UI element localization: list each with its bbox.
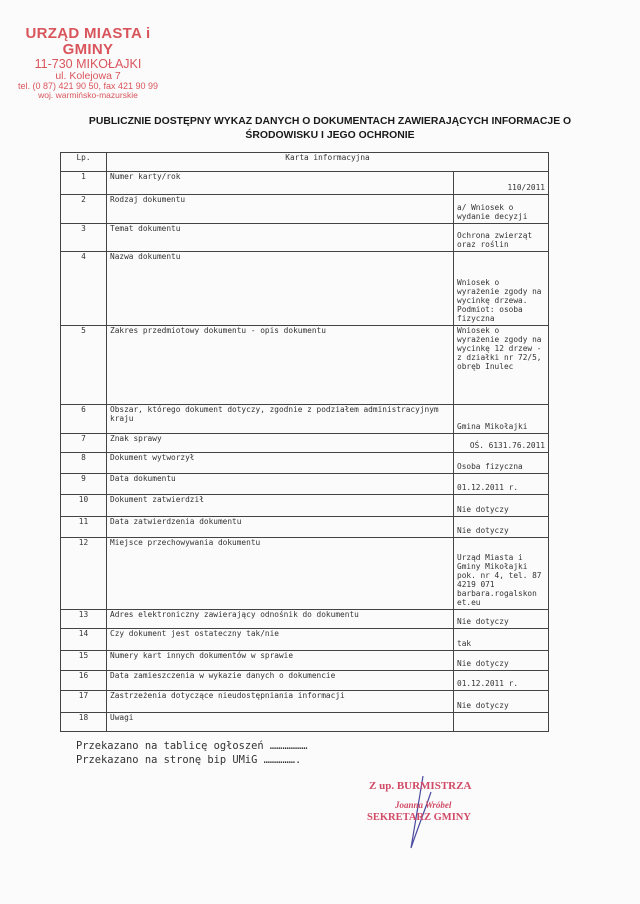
row-label: Zakres przedmiotowy dokumentu - opis dokumentu [107,326,454,405]
stamp-office-name: URZĄD MIASTA i GMINY [25,25,151,58]
row-number: 11 [61,517,107,538]
row-label: Temat dokumentu [107,224,454,252]
row-number: 18 [61,713,107,732]
information-card-table [60,152,549,732]
row-number: 3 [61,224,107,252]
table-header-row [61,153,549,172]
table-row [61,691,549,713]
row-value: OŚ. 6131.76.2011 [454,434,549,453]
table-row [61,474,549,495]
signature-line-1: Z up. BURMISTRZA [369,780,472,792]
table-row [61,224,549,252]
signature-name: Joanna Wróbel [395,800,452,810]
office-stamp [6,26,170,100]
row-label: Dokument zatwierdził [107,495,454,517]
row-label: Data dokumentu [107,474,454,495]
row-label: Adres elektroniczny zawierający odnośnik do dokumentu [107,610,454,629]
stamp-street: ul. Kolejowa 7 [55,69,121,82]
row-value: 01.12.2011 r. [454,474,549,495]
row-value: Ochrona zwierząt oraz roślin [454,224,549,252]
table-row [61,610,549,629]
row-number: 7 [61,434,107,453]
table-row [61,326,549,405]
row-value: Wniosek o wyrażenie zgody na wycinkę 12 drzew - z działki nr 72/5, obręb Inulec [454,326,549,405]
row-number: 1 [61,172,107,195]
row-value: Nie dotyczy [454,610,549,629]
row-label: Miejsce przechowywania dokumentu [107,538,454,610]
row-label: Czy dokument jest ostateczny tak/nie [107,629,454,651]
table-row [61,651,549,671]
row-label: Dokument wytworzył [107,453,454,474]
row-number: 17 [61,691,107,713]
page-title [40,115,620,142]
row-number: 16 [61,671,107,691]
title-line-1: PUBLICZNIE DOSTĘPNY WYKAZ DANYCH O DOKUMENTACH ZAWIERAJĄCYCH INFORMACJE O [88,116,572,127]
row-number: 12 [61,538,107,610]
row-label: Nazwa dokumentu [107,252,454,326]
passed-to-bip: Przekazano na stronę bip UMiG ……………. [76,754,302,766]
table-row [61,434,549,453]
row-number: 4 [61,252,107,326]
table-row [61,538,549,610]
row-label: Numer karty/rok [107,172,454,195]
row-value: Nie dotyczy [454,691,549,713]
header-lp: Lp. [61,153,107,172]
row-label: Uwagi [107,713,454,732]
stamp-phone: tel. (0 87) 421 90 50, fax 421 90 99 [17,80,159,91]
table-row [61,172,549,195]
row-value: Nie dotyczy [454,651,549,671]
row-value [454,713,549,732]
row-label: Data zatwierdzenia dokumentu [107,517,454,538]
row-label: Obszar, którego dokument dotyczy, zgodnie z podziałem administracyjnym kraju [107,405,454,434]
table-row [61,453,549,474]
row-value: 01.12.2011 r. [454,671,549,691]
stamp-postal-city: 11-730 MIKOŁAJKI [34,56,142,71]
row-value: Nie dotyczy [454,495,549,517]
row-label: Zastrzeżenia dotyczące nieudostępniania informacji [107,691,454,713]
row-label: Data zamieszczenia w wykazie danych o dokumencie [107,671,454,691]
row-number: 15 [61,651,107,671]
row-number: 2 [61,195,107,224]
row-number: 14 [61,629,107,651]
row-number: 13 [61,610,107,629]
row-label: Numery kart innych dokumentów w sprawie [107,651,454,671]
table-row [61,517,549,538]
header-card-title: Karta informacyjna [107,153,549,172]
table-row [61,629,549,651]
row-value: 110/2011 [454,172,549,195]
row-value: Wniosek o wyrażenie zgody na wycinkę drzewa. Podmiot: osoba fizyczna [454,252,549,326]
table-row [61,405,549,434]
row-number: 10 [61,495,107,517]
row-value: Nie dotyczy [454,517,549,538]
table-row [61,252,549,326]
signature-stamp [345,770,505,840]
row-label: Rodzaj dokumentu [107,195,454,224]
row-number: 8 [61,453,107,474]
table-row [61,495,549,517]
row-number: 6 [61,405,107,434]
row-number: 9 [61,474,107,495]
row-value: Osoba fizyczna [454,453,549,474]
title-line-2: ŚRODOWISKU I JEGO OCHRONIE [245,129,415,141]
row-value: tak [454,629,549,651]
row-label: Znak sprawy [107,434,454,453]
row-value: Gmina Mikołajki [454,405,549,434]
table-row [61,195,549,224]
row-value: Urząd Miasta i Gminy Mikołajki pok. nr 4, tel. 87 4219 071 barbara.rogalskon et.eu [454,538,549,610]
row-value: a/ Wniosek o wydanie decyzji [454,195,549,224]
table-row [61,671,549,691]
passed-to-noticeboard: Przekazano na tablicę ogłoszeń ……………… [76,740,308,752]
table-row [61,713,549,732]
stamp-voivodeship: woj. warmińsko-mazurskie [38,90,138,101]
signature-role: SEKRETARZ GMINY [367,812,471,823]
row-number: 5 [61,326,107,405]
